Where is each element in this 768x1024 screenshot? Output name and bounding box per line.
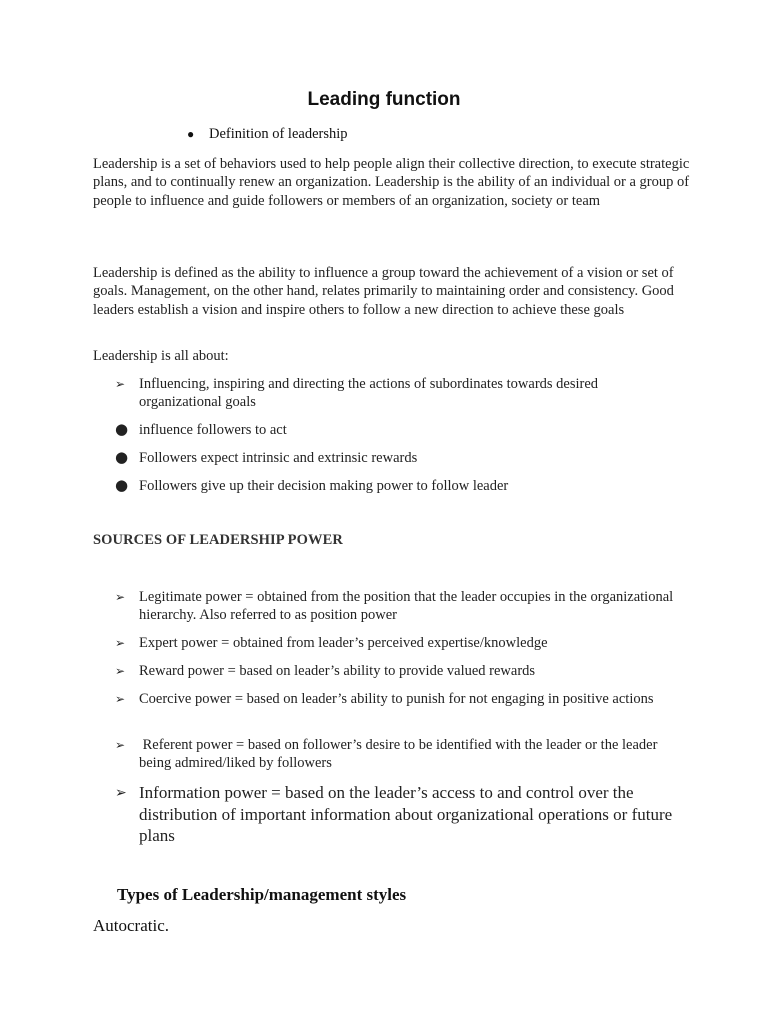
definition-bullet-item [187,126,348,143]
list-item: ➢ Information power = based on the leader’s access to and control over the distribution of important information about organizational operations or future plans [115,783,673,845]
list-item: ➢ Referent power = based on follower’s desire to be identified with the leader or the leader being admired/liked by followers [115,737,662,772]
paragraph-2: Leadership is defined as the ability to influence a group toward the achievement of a vision or set of goals. Management, on the other hand, relates primarily to maintaining order and consistency. Good leaders establish a vision and inspire others to follow a new direction to achieve these goals [93,265,674,318]
page-title: Leading function [307,89,461,110]
arrow-bullet-icon: ➢ [115,738,126,752]
paragraph-1: Leadership is a set of behaviors used to help people align their collective direction, to execute strategic plans, and to continually renew an organization. Leadership is the ability of an individual or a group of people to influence and guide followers or members of an organization, society or team [93,156,690,209]
list-item: ● Followers give up their decision making power to follow leader [115,476,509,494]
arrow-bullet-icon: ➢ [115,636,126,650]
sources-heading: SOURCES OF LEADERSHIP POWER [93,532,343,548]
definition-heading: Definition of leadership [209,126,348,142]
all-about-intro: Leadership is all about: [93,348,229,364]
list-item: ➢ Reward power = based on leader’s ability to provide valued rewards [115,663,536,679]
round-bullet-icon: ● [115,420,129,438]
autocratic-label: Autocratic. [93,916,169,935]
list-item: ➢ Coercive power = based on leader’s ability to punish for not engaging in positive actions [115,691,654,707]
arrow-bullet-icon: ➢ [115,692,126,706]
round-bullet-icon: ● [115,476,129,494]
list-item: ● influence followers to act [115,420,287,438]
list-item: ➢ Influencing, inspiring and directing the actions of subordinates towards desired organizational goals [115,376,599,411]
types-heading: Types of Leadership/management styles [117,885,407,904]
list-item: ➢ Expert power = obtained from leader’s perceived expertise/knowledge [115,635,548,651]
arrow-bullet-icon: ➢ [115,590,126,604]
list-item: ➢ Legitimate power = obtained from the position that the leader occupies in the organizational hierarchy. Also referred to as position power [115,589,674,624]
arrow-bullet-icon: ➢ [115,664,126,678]
arrow-bullet-icon: ➢ [115,377,126,391]
list-item: ● Followers expect intrinsic and extrinsic rewards [115,448,418,466]
arrow-bullet-icon: ➢ [115,785,127,801]
round-bullet-icon: ● [115,448,129,466]
round-bullet-icon: ● [187,127,195,141]
